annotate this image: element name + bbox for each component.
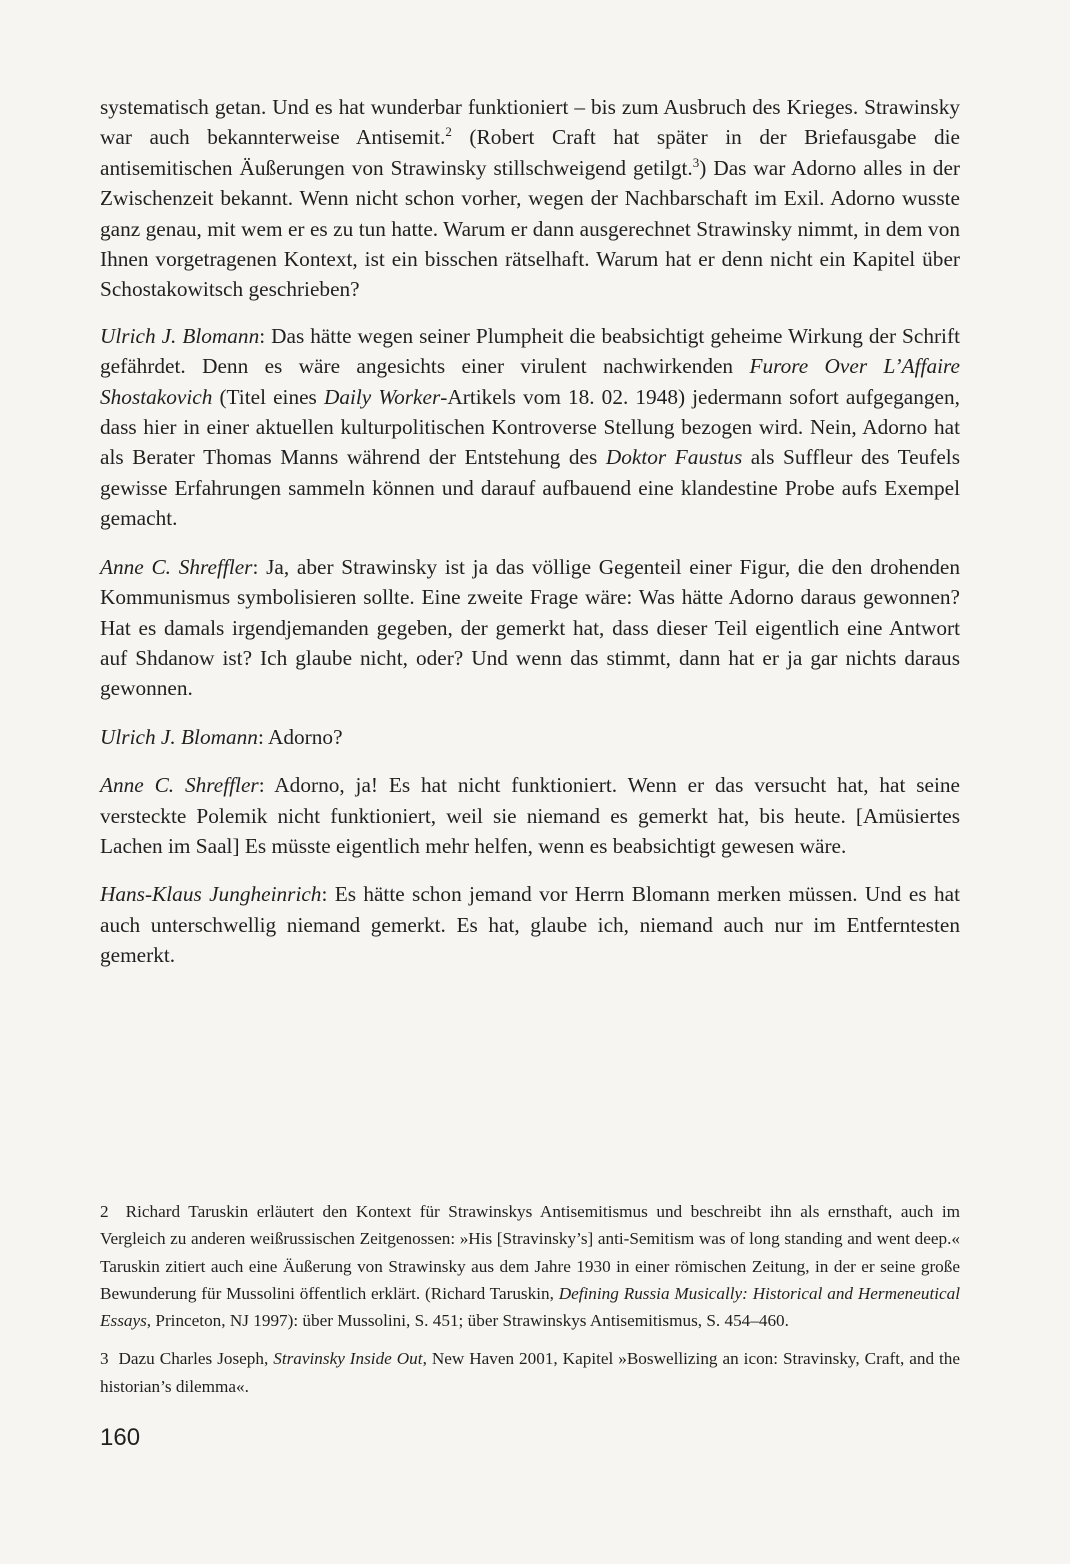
text-run: : Es hätte schon jemand vor Herrn Blomann merken müssen. Und es hat auch unterschwellig niemand gemerkt. Es hat, glaube ich, niemand auch nur im Entferntesten gemerkt. — [100, 882, 960, 968]
italic-title: Defining Russia Musically: Historical and Hermeneutical Essays — [100, 1283, 960, 1331]
text-run: -Artikels vom 18. 02. 1948) jedermann sofort aufgegangen, dass hier in einer aktuellen kulturpolitischen Kontroverse Stellung bezogen wird. Nein, Adorno hat als Berater Thomas Manns während der Entstehung des — [100, 384, 960, 470]
main-text — [100, 92, 960, 989]
text-run: : Adorno? — [257, 724, 343, 749]
italic-title: Stravinsky Inside Out — [273, 1349, 423, 1369]
page-number: 160 — [100, 1424, 141, 1451]
text-run: als Suffleur des Teufels gewisse Erfahrungen sammeln können und darauf aufbauend eine klandestine Probe aufs Exempel gemacht. — [100, 445, 960, 531]
text-run: ) Das war Adorno alles in der Zwischenzeit bekannt. Wenn nicht schon vorher, wegen der Nachbarschaft im Exil. Adorno wusste ganz genau, mit wem er es zu tun hatte. Warum er dann ausgerechnet Strawinsky nimmt, in dem von Ihnen vorgetragenen Kontext, ist ein bisschen rätselhaft. Warum hat er denn nicht ein Kapitel über Schostakowitsch geschrieben? — [100, 155, 960, 302]
text-run: systematisch getan. Und es hat wunderbar funktioniert – bis zum Ausbruch des Krieges. Strawinsky war auch bekannterweise Antisemit. — [100, 95, 960, 150]
text-run: , New Haven 2001, Kapitel »Boswellizing an icon: Stravinsky, Craft, and the historian’s dilemma«. — [100, 1349, 960, 1396]
footnote-3 — [100, 1345, 960, 1400]
text-run: , Princeton, NJ 1997): über Mussolini, S. 451; über Strawinskys Antisemitismus, S. 454–460. — [146, 1311, 789, 1331]
paragraph-5 — [100, 770, 960, 861]
footnote-2 — [100, 1198, 960, 1334]
paragraph-1 — [100, 92, 960, 305]
text-run: : Das hätte wegen seiner Plumpheit die beabsichtigt geheime Wirkung der Schrift gefährdet. Denn es wäre angesichts einer virulent nachwirkenden — [100, 323, 960, 379]
footnote-ref-2[interactable]: 2 — [445, 124, 452, 140]
italic-title: Furore Over L’Affaire Shostakovich — [100, 354, 960, 409]
speaker-name: Ulrich J. Blomann — [100, 323, 260, 348]
italic-title: Daily Worker — [323, 384, 441, 409]
paragraph-4 — [100, 722, 960, 752]
speaker-name: Hans-Klaus Jungheinrich — [100, 882, 322, 907]
text-run: Dazu Charles Joseph, — [118, 1349, 274, 1369]
text-run: (Robert Craft hat später in der Briefausgabe die antisemitischen Äußerungen von Strawinsky stillschweigend getilgt. — [100, 125, 960, 180]
footnotes — [100, 1198, 960, 1411]
footnote-number: 2 — [100, 1202, 109, 1221]
speaker-name: Ulrich J. Blomann — [100, 724, 258, 749]
text-run: (Titel eines — [212, 384, 324, 409]
text-run: Richard Taruskin erläutert den Kontext für Strawinskys Antisemitismus und beschreibt ihn als ernsthaft, auch im Vergleich zu anderen weißrussischen Zeitgenossen: »His [Stravinsky’s] anti-Semitism was of long standing and went deep.« Taruskin zitiert auch eine Äußerung von Strawinsky aus dem Jahre 1930 in einer römischen Zeitung, in der er seine große Bewunderung für Mussolini öffentlich erklärt. (Richard Taruskin, — [100, 1202, 961, 1303]
text-run: : Ja, aber Strawinsky ist ja das völlige Gegenteil einer Figur, die den drohenden Kommunismus symbolisieren sollte. Eine zweite Frage wäre: Was hätte Adorno daraus gewonnen? Hat es damals irgendjemanden gegeben, der gemerkt hat, dass dieser Teil eigentlich eine Antwort auf Shdanow ist? Ich glaube nicht, oder? Und wenn das stimmt, dann hat er ja gar nichts daraus gewonnen. — [100, 554, 960, 701]
paragraph-2 — [100, 321, 960, 534]
paragraph-3 — [100, 552, 960, 704]
footnote-ref-3[interactable]: 3 — [692, 154, 700, 170]
text-run: : Adorno, ja! Es hat nicht funktioniert. Wenn er das versucht hat, hat seine versteckte Polemik nicht funktioniert, weil sie niemand es gemerkt hat, bis heute. [Amüsiertes Lachen im Saal] Es müsste eigentlich mehr helfen, wenn es beabsichtigt gewesen wäre. — [100, 773, 960, 858]
footnote-number: 3 — [100, 1349, 109, 1369]
speaker-name: Anne C. Shreffler — [100, 554, 253, 579]
speaker-name: Anne C. Shreffler — [100, 773, 259, 798]
italic-title: Doktor Faustus — [605, 445, 743, 470]
paragraph-6 — [100, 879, 960, 970]
